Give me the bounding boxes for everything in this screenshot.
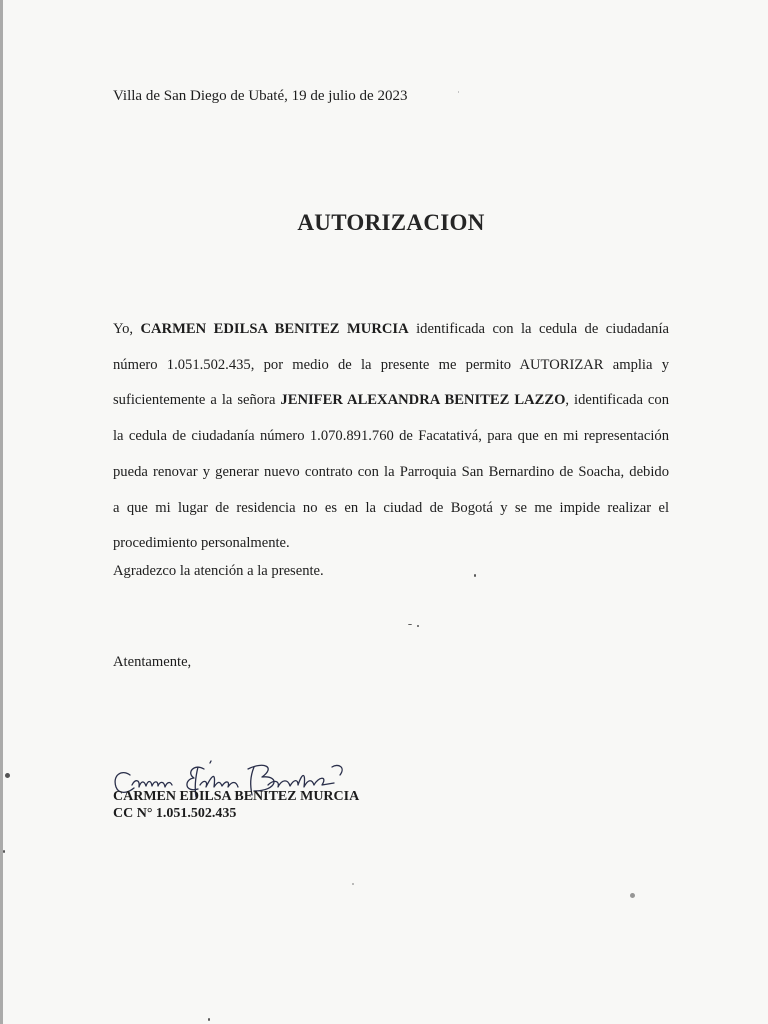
- scan-speck: [417, 625, 419, 627]
- closing-line: Atentamente,: [113, 654, 192, 670]
- scan-speck: [208, 1018, 210, 1021]
- authorization-body: [113, 312, 669, 562]
- scan-speck: [474, 574, 476, 577]
- body-text-run: la cedula de ciudadanía número 1.070.891.760 de Facatativá, para que en mi representación: [113, 428, 669, 445]
- scan-speck: [458, 91, 459, 93]
- body-bold-name: CARMEN EDILSA BENITEZ MURCIA: [140, 321, 409, 337]
- body-text-run: identificada con la cedula de ciudadanía: [408, 321, 669, 337]
- body-line: [113, 312, 669, 348]
- scan-speck: [408, 624, 412, 625]
- document-title: AUTORIZACION: [297, 210, 485, 235]
- place-date: Villa de San Diego de Ubaté, 19 de julio de 2023: [113, 88, 408, 104]
- body-line: [113, 383, 669, 419]
- signer-id-number: CC N° 1.051.502.435: [113, 806, 237, 821]
- body-bold-name: JENIFER ALEXANDRA BENITEZ LAZZO: [280, 392, 566, 409]
- scan-speck: [352, 883, 354, 885]
- scan-speck: [630, 893, 635, 898]
- scan-speck: [5, 773, 10, 778]
- body-text-run: suficientemente a la señora: [113, 392, 281, 409]
- scan-speck: [3, 850, 5, 853]
- body-text-run: pueda renovar y generar nuevo contrato con la Parroquia San Bernardino de Soacha, debido: [113, 463, 669, 480]
- body-text-run: procedimiento personalmente.: [113, 535, 290, 552]
- body-text-run: número 1.051.502.435, por medio de la presente me permito AUTORIZAR amplia y: [113, 356, 669, 373]
- body-text-run: Yo,: [113, 321, 141, 337]
- body-line: [113, 348, 669, 384]
- signer-name: CARMEN EDILSA BENITEZ MURCIA: [113, 789, 360, 804]
- scan-edge: [0, 0, 3, 1024]
- body-line: [113, 419, 669, 455]
- body-line: [113, 455, 669, 491]
- body-line: [113, 526, 669, 562]
- body-line: [113, 491, 669, 527]
- thanks-line: Agradezco la atención a la presente.: [113, 563, 324, 579]
- body-text-run: a que mi lugar de residencia no es en la ciudad de Bogotá y se me impide realizar el: [113, 499, 669, 516]
- body-text-run: , identificada con: [565, 392, 669, 409]
